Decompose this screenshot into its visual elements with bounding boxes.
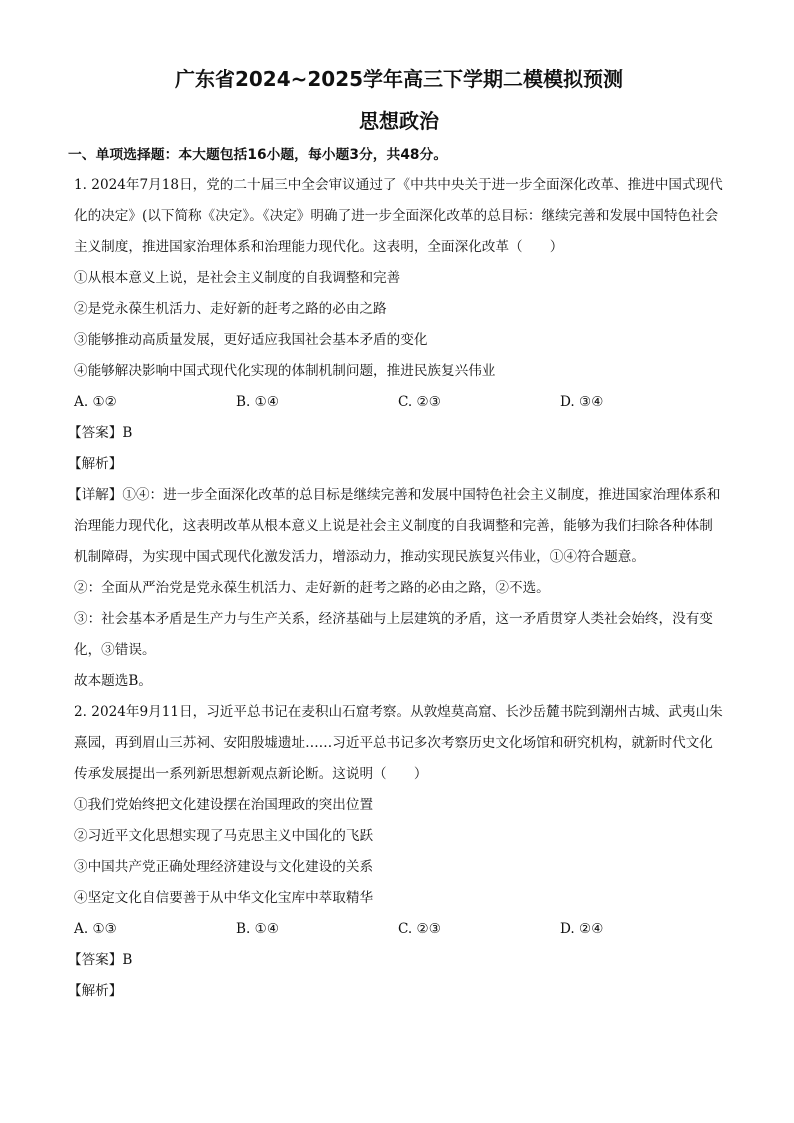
question-2-statement-1: ①我们党始终把文化建设摆在治国理政的突出位置: [74, 797, 374, 813]
answer-value: B: [122, 952, 133, 968]
answer-tag: 【答案】: [68, 425, 123, 441]
section-heading: 一、单项选择题：本大题包括16小题，每小题3分，共48分。: [68, 147, 448, 163]
page-title: 广东省2024~2025学年高三下学期二模模拟预测: [174, 67, 624, 91]
page-subtitle: 思想政治: [359, 109, 439, 133]
question-2-option-d: D. ②④: [560, 921, 604, 937]
question-1-option-d: D. ③④: [560, 394, 604, 410]
detail-text-1: ①④：进一步全面深化改革的总目标是继续完善和发展中国特色社会主义制度，推进国家治理体系和治理能力现代化，这表明改革从根本意义上说是社会主义制度的自我调整和完善，能够为我们扫除各种体制机制障碍，为实现中国式现代化激发活力，增添动力，推动实现民族复兴伟业，①④符合题意。: [74, 487, 721, 565]
answer-value: B: [122, 425, 133, 441]
detail-tag: 【详解】: [68, 487, 123, 503]
analysis-tag: 【解析】: [68, 456, 123, 472]
question-1-statement-2: ②是党永葆生机活力、走好新的赶考之路的必由之路: [74, 301, 387, 317]
question-1-statement-3: ③能够推动高质量发展，更好适应我国社会基本矛盾的变化: [74, 332, 428, 348]
question-1-stem: 1. 2024年7月18日，党的二十届三中全会审议通过了《中共中央关于进一步全面深化改革、推进中国式现代化的决定》(以下简称《决定》。《决定》明确了进一步全面深化改革的总目标：继续完善和发展中国特色社会主义制度，推进国家治理体系和治理能力现代化。这表明，全面深化改革（ ）: [74, 177, 723, 255]
question-1-detail-1: [68, 480, 724, 573]
question-2-answer: [68, 945, 724, 976]
question-2-stem: 2. 2024年9月11日，习近平总书记在麦积山石窟考察。从敦煌莫高窟、长沙岳麓书院到潮州古城、武夷山朱熹园，再到眉山三苏祠、安阳殷墟遗址……习近平总书记多次考察历史文化场馆和研究机构，就新时代文化传承发展提出一系列新思想新观点新论断。这说明（ ）: [74, 704, 723, 782]
question-2-option-c: C. ②③: [398, 921, 441, 937]
question-1-answer: [68, 418, 724, 449]
question-1-option-c: C. ②③: [398, 394, 441, 410]
question-2-statement-3: ③中国共产党正确处理经济建设与文化建设的关系: [74, 859, 374, 875]
question-2-analysis: [68, 976, 724, 1007]
analysis-tag: 【解析】: [68, 983, 123, 999]
question-2-option-b: B. ①④: [236, 921, 280, 937]
question-1-statement-4: ④能够解决影响中国式现代化实现的体制机制问题，推进民族复兴伟业: [74, 363, 496, 379]
question-1-detail-3: ③：社会基本矛盾是生产力与生产关系，经济基础与上层建筑的矛盾，这一矛盾贯穿人类社会始终，没有变化，③错误。: [74, 611, 713, 658]
question-2-statement-4: ④坚定文化自信要善于从中华文化宝库中萃取精华: [74, 890, 374, 906]
question-2-options: [74, 914, 724, 945]
question-1-option-a: A. ①②: [74, 394, 117, 410]
question-2-statement-2: ②习近平文化思想实现了马克思主义中国化的飞跃: [74, 828, 374, 844]
question-1-analysis: [68, 449, 724, 480]
question-1-conclusion: 故本题选B。: [74, 673, 152, 689]
question-1-option-b: B. ①④: [236, 394, 280, 410]
question-1-options: [74, 387, 724, 418]
question-2-option-a: A. ①③: [74, 921, 117, 937]
question-1-detail-2: ②：全面从严治党是党永葆生机活力、走好新的赶考之路的必由之路，②不选。: [74, 580, 550, 596]
answer-tag: 【答案】: [68, 952, 123, 968]
question-1-statement-1: ①从根本意义上说，是社会主义制度的自我调整和完善: [74, 270, 401, 286]
